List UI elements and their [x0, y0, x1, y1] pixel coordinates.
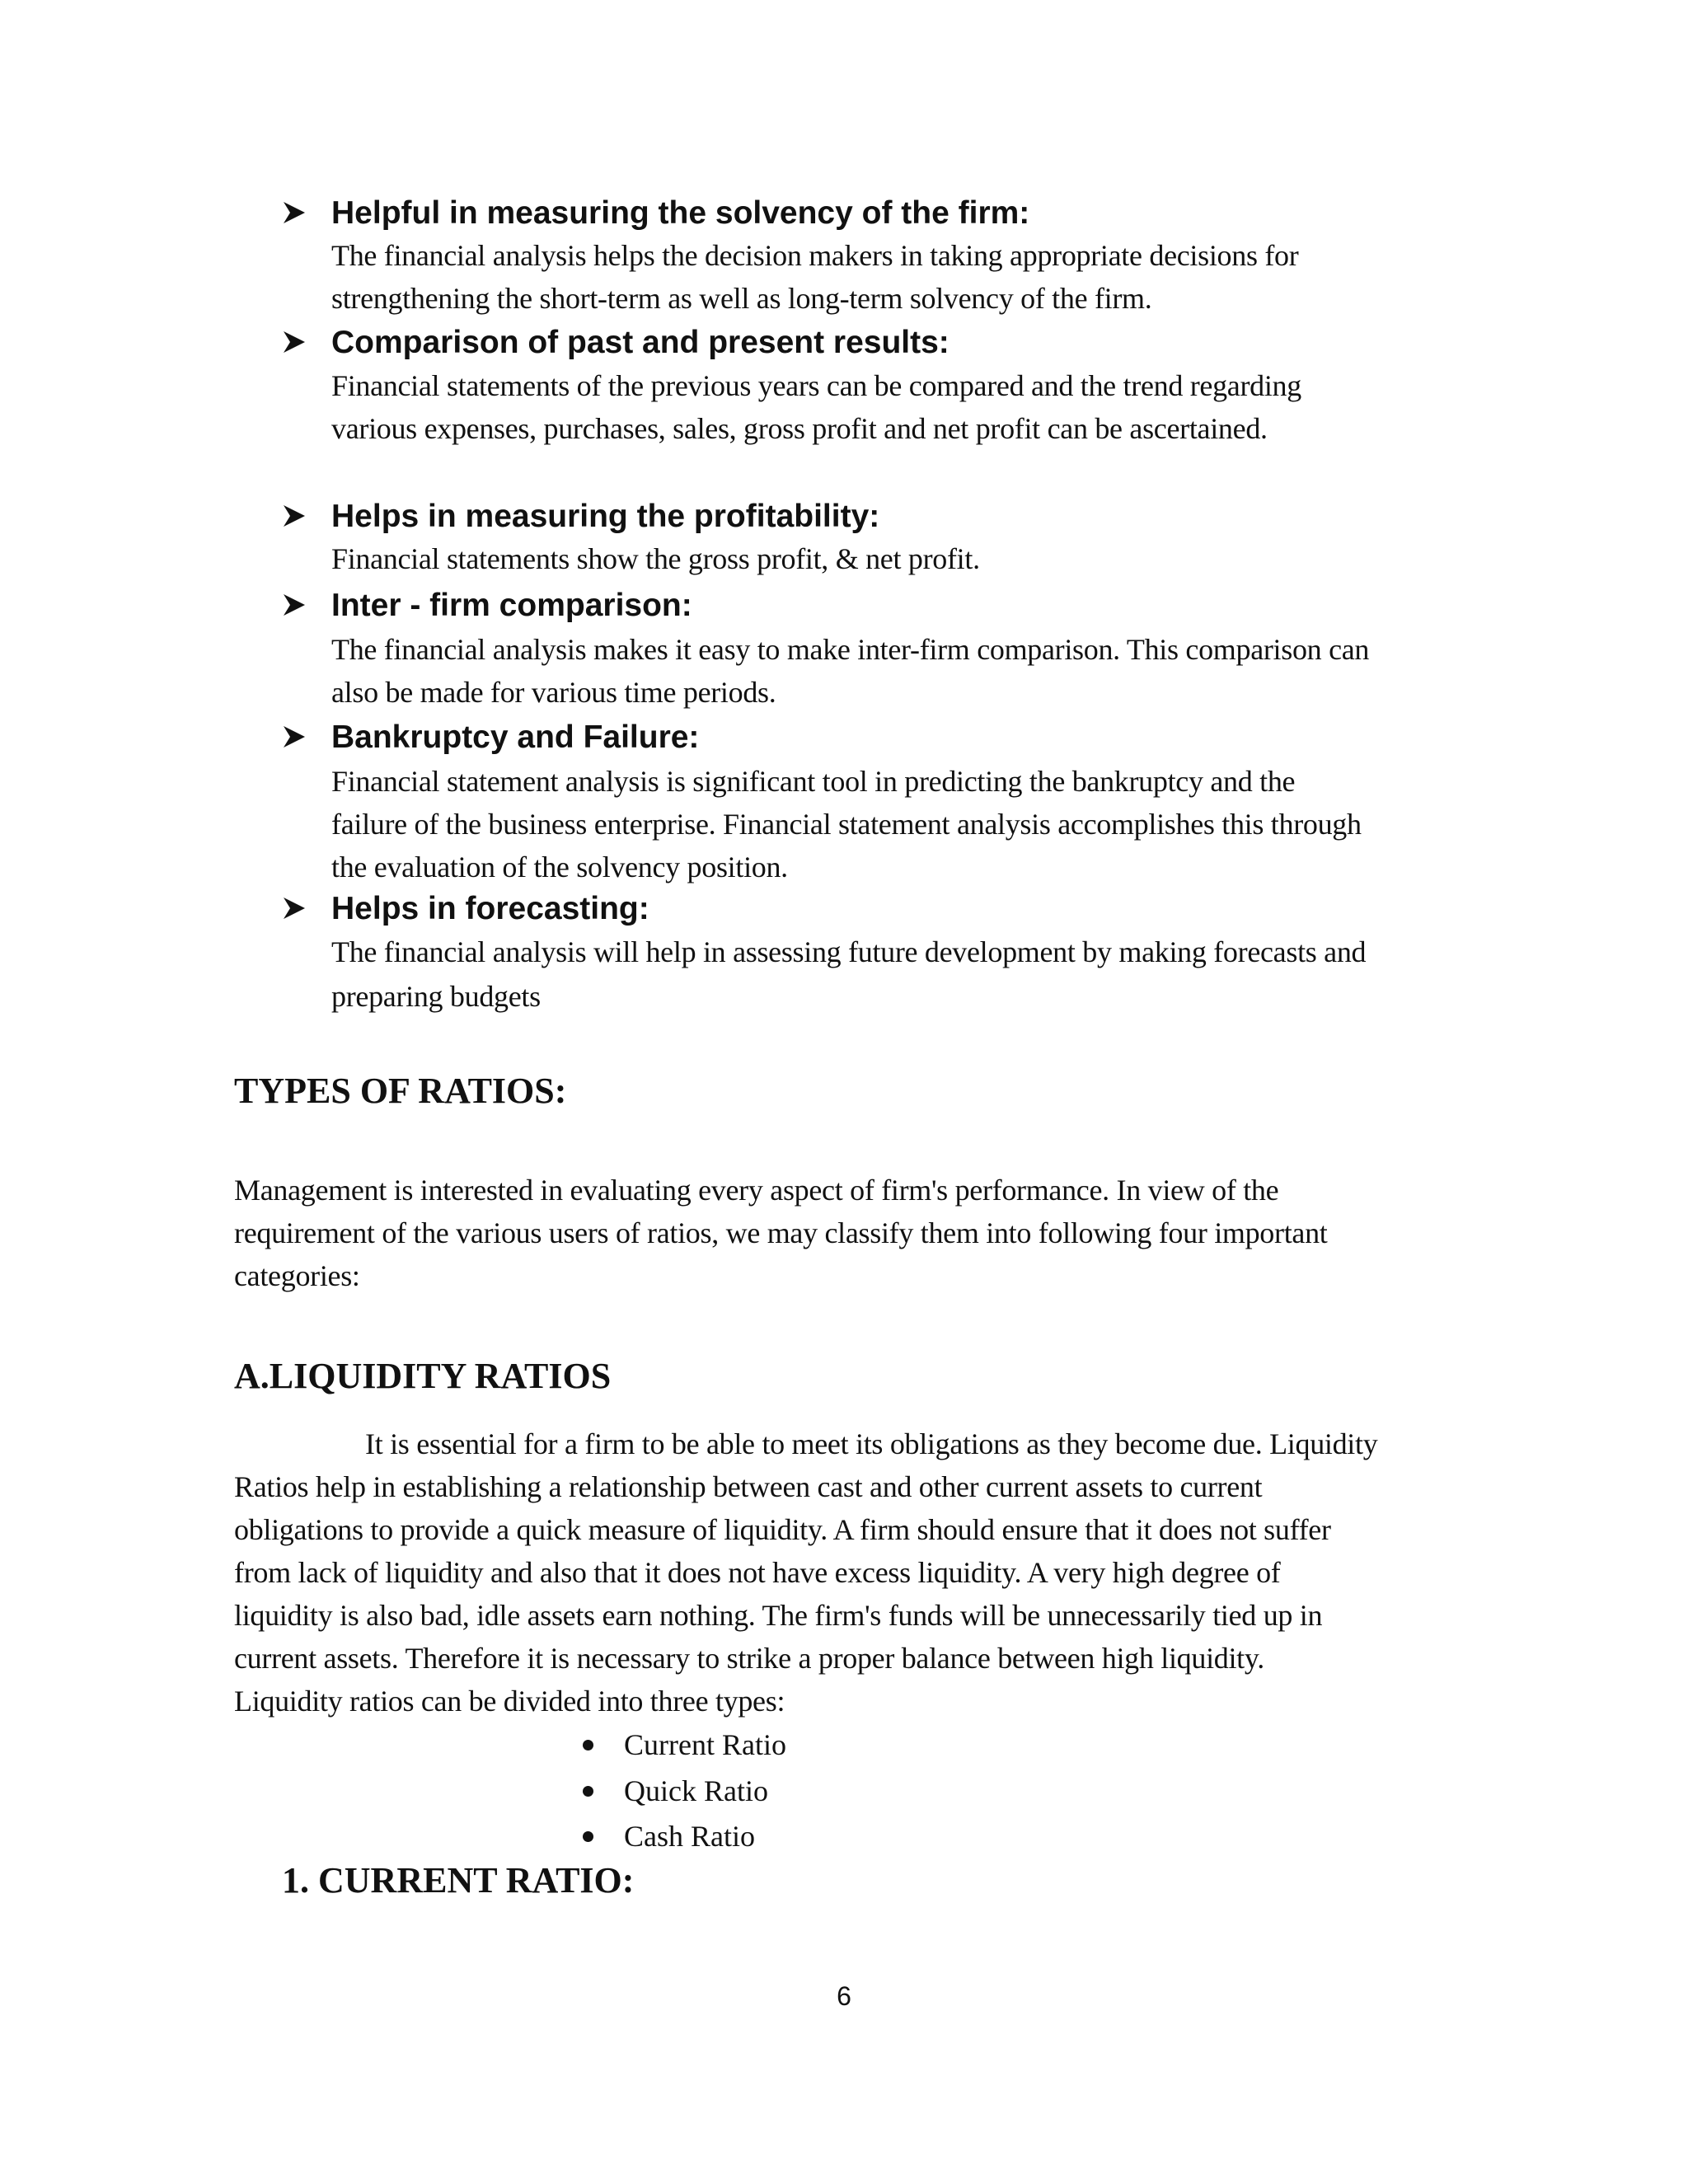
bullet-dot-icon: [583, 1831, 593, 1842]
liquidity-type-item: Current Ratio: [624, 1728, 786, 1761]
advantage-text-line: also be made for various time periods.: [331, 676, 776, 709]
arrow-bullet-icon: [282, 593, 307, 617]
advantage-text-line: The financial analysis will help in assessing future development by making forecasts and: [331, 935, 1367, 968]
types-paragraph-line: requirement of the various users of ratios, we may classify them into following four important: [234, 1216, 1328, 1249]
types-paragraph-line: Management is interested in evaluating every aspect of firm's performance. In view of the: [234, 1174, 1279, 1207]
arrow-bullet-icon: [282, 724, 307, 749]
liquidity-type-item: Cash Ratio: [624, 1820, 755, 1853]
bullet-dot-icon: [583, 1786, 593, 1797]
arrow-bullet-icon: [282, 896, 307, 921]
advantage-heading: Inter ‐ firm comparison:: [331, 588, 692, 623]
arrow-bullet-icon: [282, 330, 307, 354]
liquidity-paragraph-line: Liquidity ratios can be divided into three types:: [234, 1685, 785, 1718]
advantage-heading: Helpful in measuring the solvency of the firm:: [331, 195, 1030, 231]
liquidity-paragraph-line: Ratios help in establishing a relationship between cast and other current assets to current: [234, 1470, 1263, 1503]
liquidity-paragraph-line: obligations to provide a quick measure of liquidity. A firm should ensure that it does not suffer: [234, 1513, 1331, 1546]
advantage-text-line: strengthening the short-term as well as long-term solvency of the firm.: [331, 282, 1152, 315]
advantage-text-line: failure of the business enterprise. Financial statement analysis accomplishes this through: [331, 808, 1362, 841]
advantage-heading: Comparison of past and present results:: [331, 325, 950, 360]
types-paragraph-line: categories:: [234, 1259, 360, 1292]
liquidity-paragraph-line: from lack of liquidity and also that it does not have excess liquidity. A very high degree of: [234, 1556, 1281, 1589]
advantage-heading: Helps in measuring the profitability:: [331, 499, 880, 534]
advantage-text-line: The financial analysis helps the decision makers in taking appropriate decisions for: [331, 239, 1299, 272]
liquidity-type-item: Quick Ratio: [624, 1774, 768, 1807]
advantage-heading: Bankruptcy and Failure:: [331, 719, 700, 755]
types-of-ratios-heading: TYPES OF RATIOS:: [234, 1071, 567, 1111]
liquidity-paragraph-line: It is essential for a firm to be able to meet its obligations as they become due. Liquidity: [365, 1427, 1378, 1460]
advantage-text-line: Financial statement analysis is significant tool in predicting the bankruptcy and the: [331, 765, 1296, 798]
advantage-text-line: Financial statements of the previous years can be compared and the trend regarding: [331, 369, 1301, 402]
page-number: 6: [837, 1981, 851, 2011]
advantage-text-line: Financial statements show the gross profit, & net profit.: [331, 542, 980, 575]
liquidity-ratios-heading: A.LIQUIDITY RATIOS: [234, 1356, 612, 1396]
bullet-dot-icon: [583, 1740, 593, 1750]
arrow-bullet-icon: [282, 504, 307, 528]
arrow-bullet-icon: [282, 200, 307, 225]
advantage-text-line: The financial analysis makes it easy to make inter-firm comparison. This comparison can: [331, 633, 1370, 666]
advantage-text-line: preparing budgets: [331, 980, 541, 1013]
advantage-text-line: the evaluation of the solvency position.: [331, 851, 788, 883]
current-ratio-heading: 1. CURRENT RATIO:: [282, 1860, 635, 1900]
advantage-heading: Helps in forecasting:: [331, 891, 649, 926]
advantage-text-line: various expenses, purchases, sales, gross profit and net profit can be ascertained.: [331, 412, 1268, 445]
liquidity-paragraph-line: liquidity is also bad, idle assets earn nothing. The firm's funds will be unnecessarily tied up in: [234, 1599, 1323, 1632]
liquidity-paragraph-line: current assets. Therefore it is necessary to strike a proper balance between high liquidity.: [234, 1642, 1264, 1675]
